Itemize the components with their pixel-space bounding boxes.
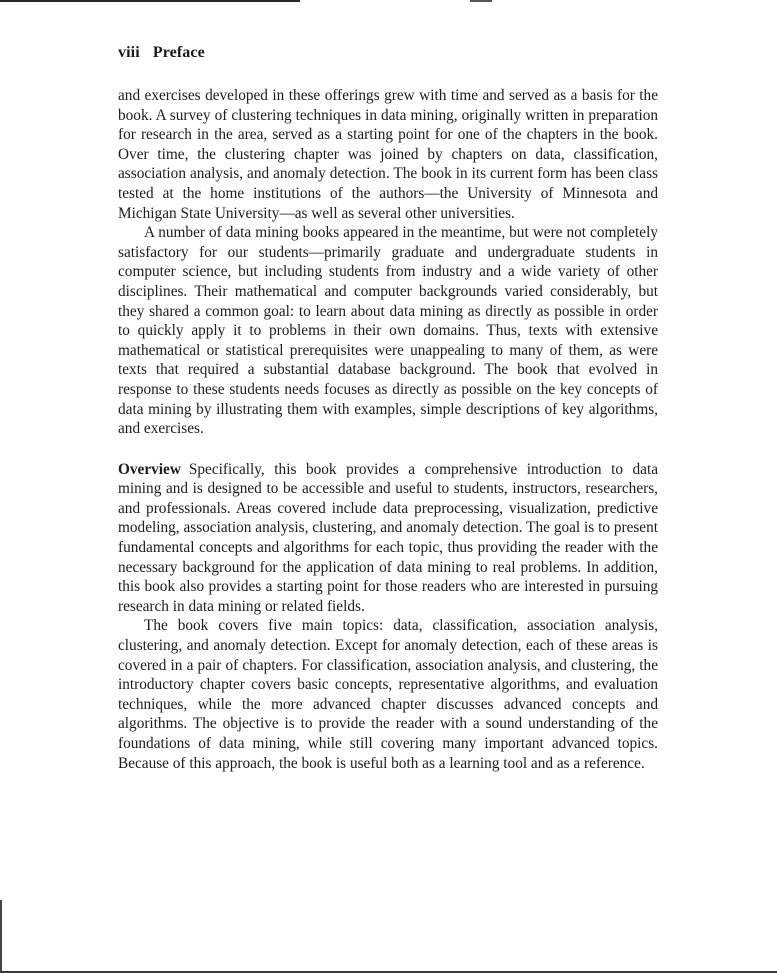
scan-edge-top-fragment <box>470 0 492 2</box>
overview-text: Specifically, this book provides a comprehensive introduction to data mining and is designed to be accessible and useful to students, instructors, researchers, and professionals. Areas covered include data preprocessing, visualization, predictive modeling, association analysis, clustering, and anomaly detection. The goal is to present fundamental concepts and algorithms for each topic, thus providing the reader with the necessary background for the application of data mining to real problems. In addition, this book also provides a starting point for those readers who are interested in pursuing research in data mining or related fields. <box>118 460 658 615</box>
body-text <box>118 86 658 773</box>
page-number: viii <box>118 44 140 61</box>
paragraph-1: and exercises developed in these offerings grew with time and served as a basis for the book. A survey of clustering techniques in data mining, originally written in preparation for research in the area, served as a starting point for one of the chapters in the book. Over time, the clustering chapter was joined by chapters on data, classification, association analysis, and anomaly detection. The book in its current form has been class tested at the home institutions of the authors—the University of Minnesota and Michigan State University—as well as several other universities. <box>118 87 658 222</box>
overview-heading: Overview <box>118 460 181 478</box>
running-head <box>118 44 205 62</box>
running-head-title: Preface <box>152 44 205 61</box>
paragraph-overview <box>118 460 658 617</box>
scan-edge-left <box>0 900 2 973</box>
scan-edge-top <box>0 0 300 2</box>
paragraph-4: The book covers five main topics: data, classification, association analysis, clustering, and anomaly detection. Except for anomaly detection, each of these areas is covered in a pair of chapters. For classification, association analysis, and clustering, the introductory chapter covers basic concepts, representative algorithms, and evaluation techniques, while the more advanced chapter discusses advanced concepts and algorithms. The objective is to provide the reader with a sound understanding of the foundations of data mining, while still covering many important advanced topics. Because of this approach, the book is useful both as a learning tool and as a reference. <box>118 617 658 772</box>
paragraph-2: A number of data mining books appeared in the meantime, but were not completely satisfactory for our students—primarily graduate and undergraduate students in computer science, but including students from industry and a wide variety of other disciplines. Their mathematical and computer backgrounds varied considerably, but they shared a common goal: to learn about data mining as directly as possible in order to quickly apply it to problems in their own domains. Thus, texts with extensive mathematical or statistical prerequisites were unappealing to many of them, as were texts that required a substantial database background. The book that evolved in response to these students needs focuses as directly as possible on the key concepts of data mining by illustrating them with examples, simple descriptions of key algorithms, and exercises. <box>118 224 658 438</box>
section-gap <box>118 439 658 460</box>
